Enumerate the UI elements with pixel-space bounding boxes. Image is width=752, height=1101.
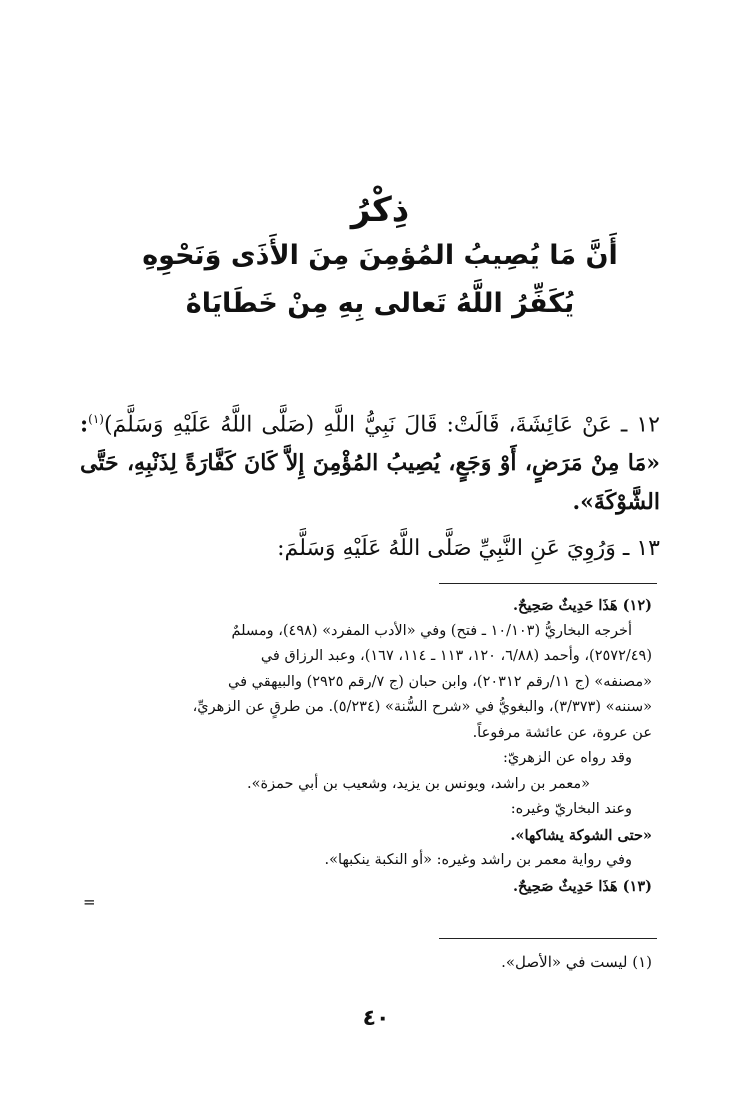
continuation-mark: =: [83, 893, 96, 911]
main-text: [80, 400, 660, 576]
note-12-line-9: «حتى الشوكة يشاكها».: [510, 826, 652, 844]
hadith-13: ١٣ ـ وَرُوِيَ عَنِ النَّبِيِّ صَلَّى اللَّهُ عَلَيْهِ وَسَلَّمَ:: [277, 536, 660, 562]
note-12-line-4: «سننه» (٣/٣٧٣)، والبغويُّ في «شرح السُّنة» (٥/٢٣٤). من طرقٍ عن الزهريِّ،: [192, 699, 652, 715]
note-13-heading: (١٣) هَذَا حَدِيثٌ صَحِيحٌ.: [512, 877, 652, 895]
hadith-12-text: : «مَا مِنْ مَرَضٍ، أَوْ وَجَعٍ، يُصِيبُ المُؤْمِنَ إِلاَّ كَانَ كَفَّارَةً لِذَنْبِهِ، حَتَّى الشَّوْكَةَ».: [80, 411, 660, 516]
note-12-heading: (١٢) هَذَا حَدِيثٌ صَحِيحٌ.: [512, 597, 652, 614]
notes-divider: [439, 583, 657, 584]
note-12-line-2: (٢٥٧٢/٤٩)، وأحمد (٦/٨٨، ١٢٠، ١١٣ ـ ١١٤، ١٦٧)، وعبد الرزاق في: [260, 648, 652, 664]
hadith-12-intro: ١٢ ـ عَنْ عَائِشَةَ، قَالَتْ: قَالَ نَبِيُّ اللَّهِ (صَلَّى اللَّهُ عَلَيْهِ وَسَلَّمَ): [103, 412, 660, 438]
page-number: ٤٠: [362, 1006, 390, 1031]
chapter-heading-line-3: يُكَفِّرُ اللَّهُ تَعالى بِهِ مِنْ خَطَايَاهُ: [185, 288, 575, 319]
hadith-12: [80, 400, 660, 522]
footnote-reference-1[interactable]: (١): [88, 412, 104, 426]
note-12-line-8: وعند البخاريّ وغيره:: [510, 801, 632, 817]
footnote-divider: [439, 938, 657, 939]
note-12-line-7: «معمر بن راشد، ويونس بن يزيد، وشعيب بن أبي حمزة».: [247, 775, 590, 792]
note-12-line-3: «مصنفه» (ج ١١/رقم ٢٠٣١٢)، وابن حبان (ج ٧/رقم ٢٩٢٥) والبيهقي في: [228, 673, 652, 690]
chapter-heading: [60, 188, 700, 328]
commentary-notes: [84, 593, 652, 899]
chapter-heading-line-1: ذِكْرُ: [350, 190, 410, 230]
note-12-line-1: أخرجه البخاريُّ (١٠/١٠٣ ـ فتح) وفي «الأدب المفرد» (٤٩٨)، ومسلمٌ: [231, 622, 632, 639]
note-12-line-10: وفي رواية معمر بن راشد وغيره: «أو النكبة ينكبها».: [324, 852, 632, 868]
chapter-heading-line-2: أَنَّ مَا يُصِيبُ المُؤمِنَ مِنَ الأَذَى وَنَحْوِهِ: [142, 240, 618, 271]
note-12-line-6: وقد رواه عن الزهريّ:: [502, 750, 632, 766]
footnote-1: (١) ليست في «الأصل».: [501, 953, 652, 971]
note-12-line-5: عن عروة، عن عائشة مرفوعاً.: [472, 724, 652, 741]
